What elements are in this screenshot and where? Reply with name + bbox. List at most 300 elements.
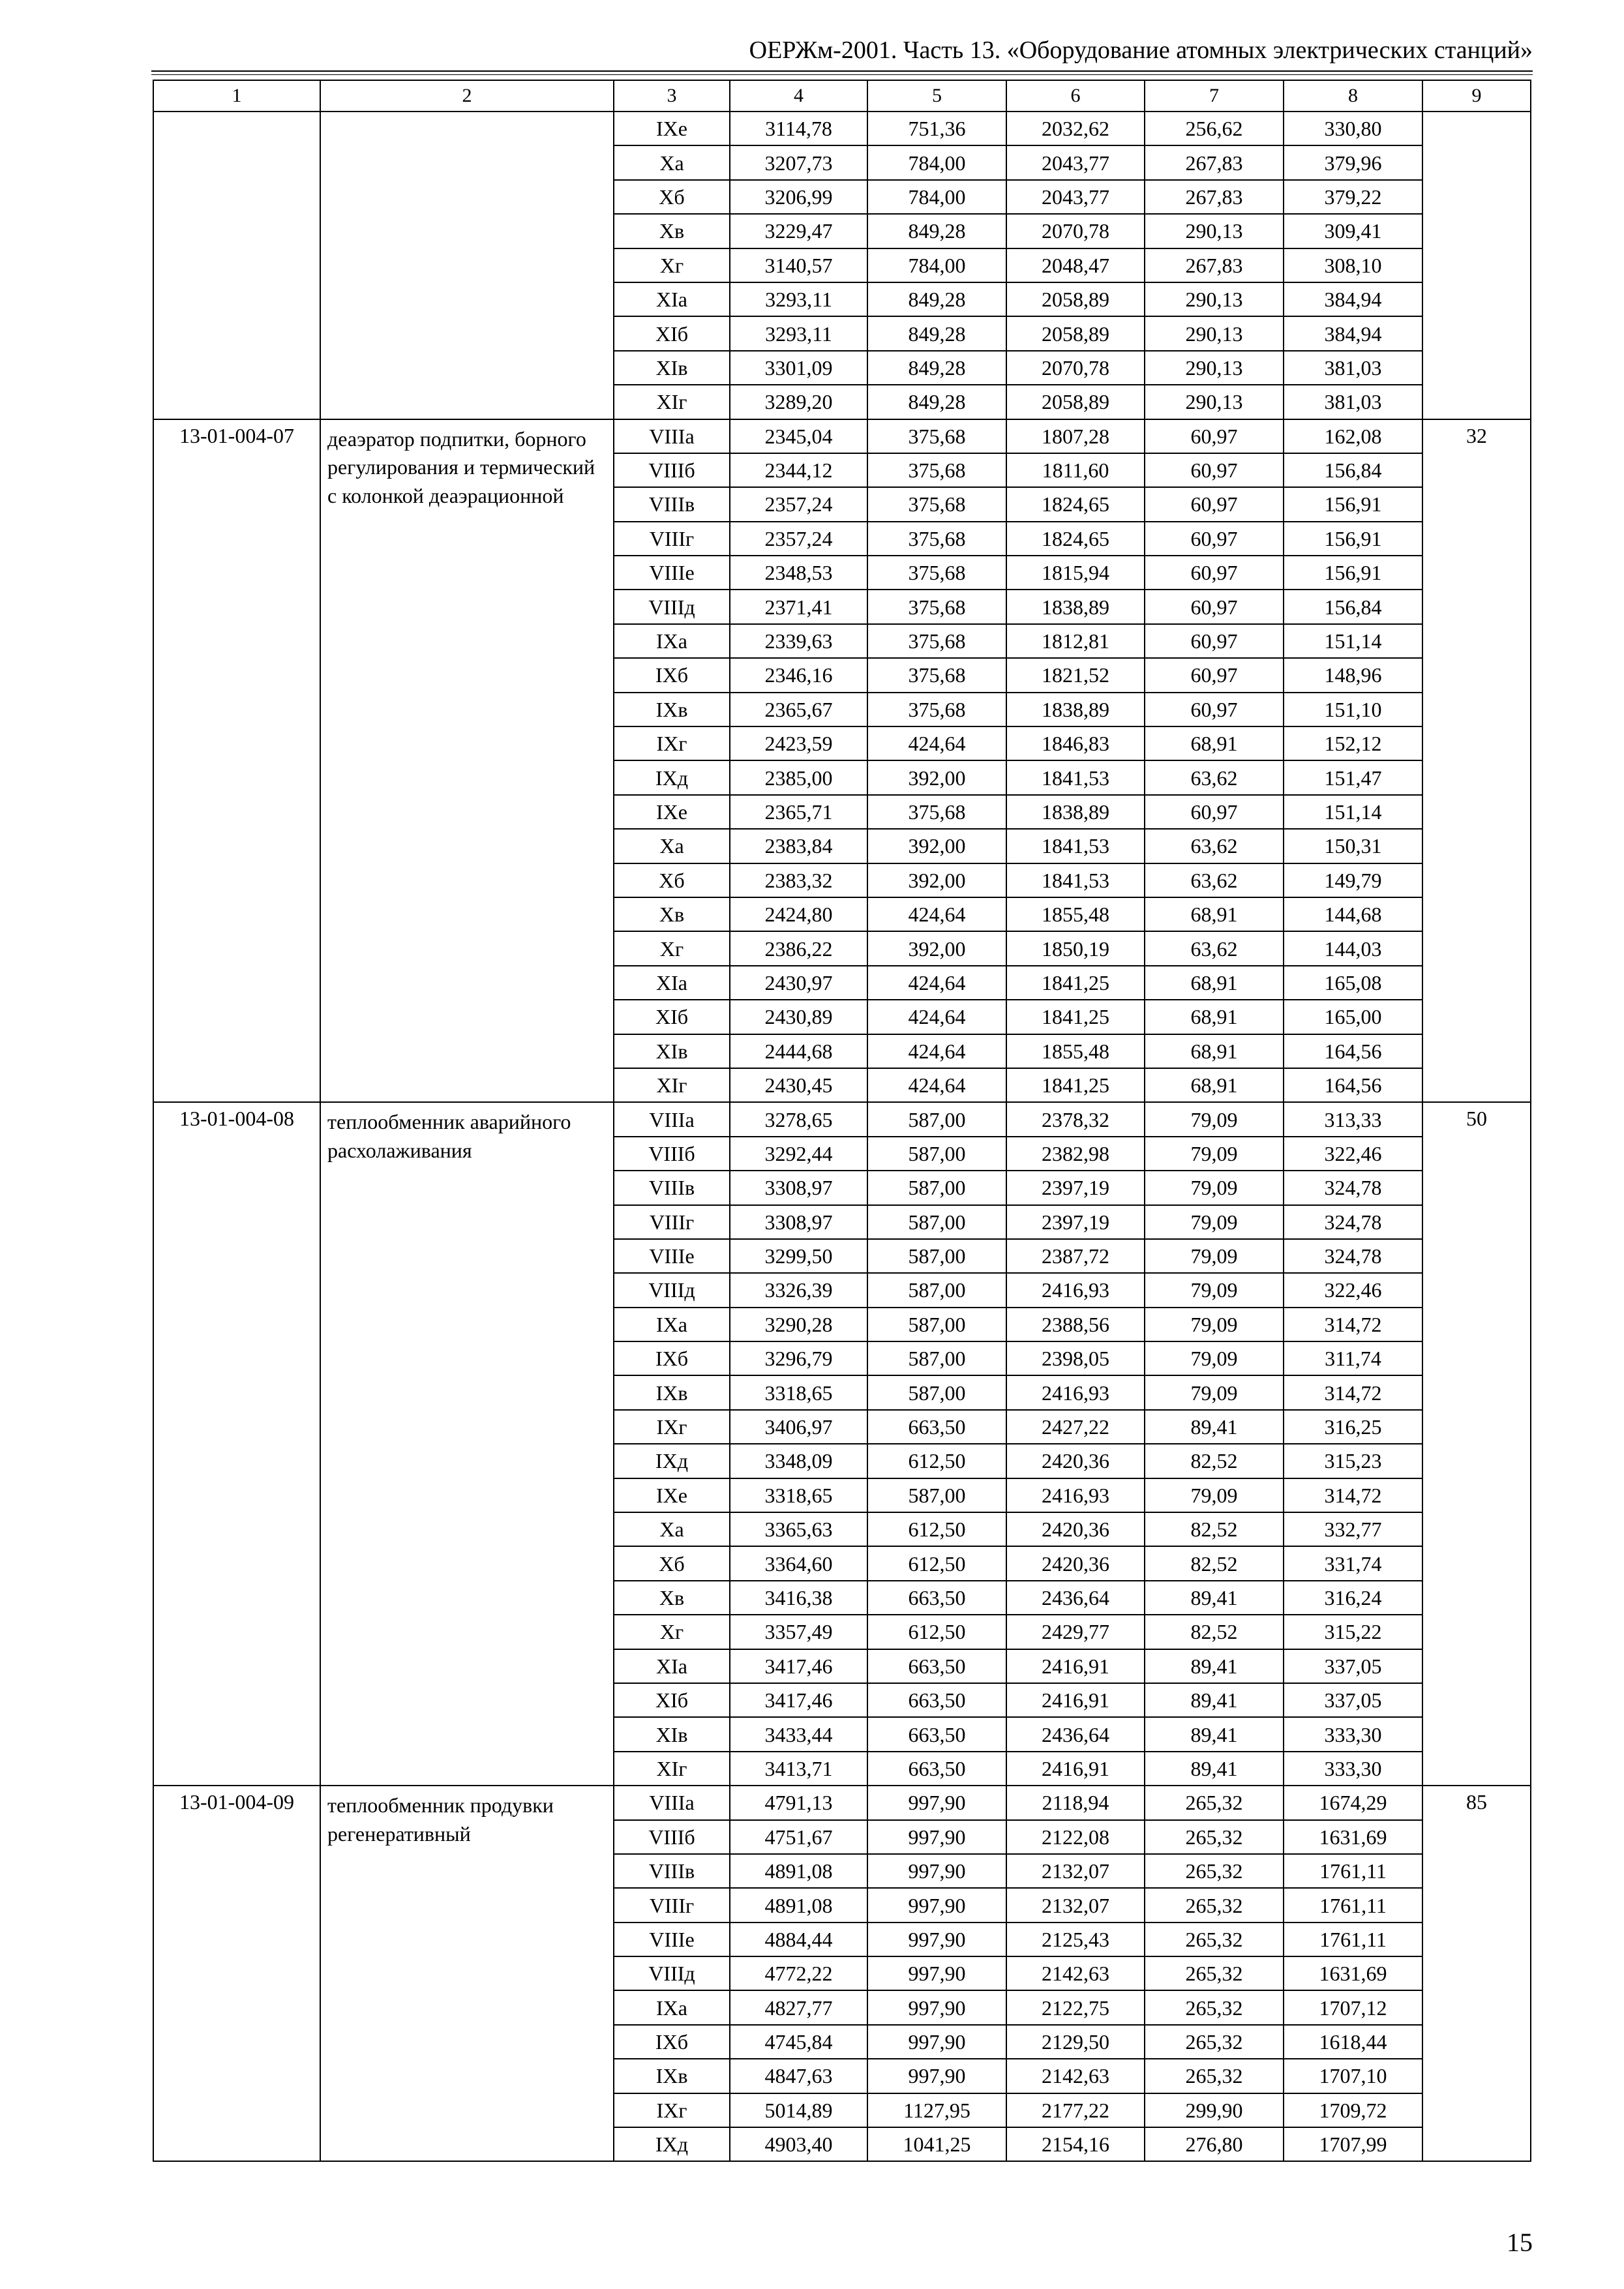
materials-cell: 165,08 xyxy=(1284,966,1422,1000)
machines-cell: 2387,72 xyxy=(1006,1239,1145,1273)
wages-cell: 587,00 xyxy=(867,1273,1006,1307)
wages-cell: 424,64 xyxy=(867,726,1006,760)
total-cost-cell: 2424,80 xyxy=(730,897,867,931)
zone-cell: IXе xyxy=(614,1478,730,1512)
zone-cell: XIа xyxy=(614,1649,730,1683)
machines-cell: 2436,64 xyxy=(1006,1717,1145,1751)
zone-cell: XIг xyxy=(614,1752,730,1786)
machines-cell: 2058,89 xyxy=(1006,282,1145,316)
total-cost-cell: 3140,57 xyxy=(730,248,867,282)
machinist-wages-cell: 82,52 xyxy=(1145,1444,1284,1478)
machinist-wages-cell: 63,62 xyxy=(1145,760,1284,794)
table-body xyxy=(153,80,1531,2161)
column-number: 1 xyxy=(153,80,320,112)
total-cost-cell: 2383,84 xyxy=(730,829,867,863)
materials-cell: 331,74 xyxy=(1284,1546,1422,1580)
machines-cell: 1815,94 xyxy=(1006,556,1145,590)
equipment-name-cell: деаэратор подпитки, борного регулирования и термический с колонкой деаэрационной xyxy=(320,419,614,1103)
total-cost-cell: 4847,63 xyxy=(730,2059,867,2093)
wages-cell: 849,28 xyxy=(867,214,1006,248)
total-cost-cell: 4891,08 xyxy=(730,1888,867,1922)
materials-cell: 314,72 xyxy=(1284,1478,1422,1512)
zone-cell: XIа xyxy=(614,966,730,1000)
total-cost-cell: 2386,22 xyxy=(730,931,867,965)
materials-cell: 1761,11 xyxy=(1284,1888,1422,1922)
machinist-wages-cell: 89,41 xyxy=(1145,1649,1284,1683)
total-cost-cell: 2345,04 xyxy=(730,419,867,453)
zone-cell: Xб xyxy=(614,863,730,897)
wages-cell: 997,90 xyxy=(867,1854,1006,1888)
wages-cell: 392,00 xyxy=(867,863,1006,897)
zone-cell: VIIIб xyxy=(614,453,730,487)
machinist-wages-cell: 60,97 xyxy=(1145,795,1284,829)
wages-cell: 784,00 xyxy=(867,145,1006,179)
machinist-wages-cell: 68,91 xyxy=(1145,966,1284,1000)
machines-cell: 2058,89 xyxy=(1006,316,1145,350)
machines-cell: 1812,81 xyxy=(1006,624,1145,658)
wages-cell: 392,00 xyxy=(867,829,1006,863)
machines-cell: 2154,16 xyxy=(1006,2127,1145,2161)
total-cost-cell: 3417,46 xyxy=(730,1683,867,1717)
machines-cell: 2378,32 xyxy=(1006,1102,1145,1136)
page-number: 15 xyxy=(1507,2228,1533,2257)
zone-cell: Xг xyxy=(614,931,730,965)
total-cost-cell: 3296,79 xyxy=(730,1341,867,1375)
machines-cell: 2416,91 xyxy=(1006,1649,1145,1683)
machines-cell: 1811,60 xyxy=(1006,453,1145,487)
machines-cell: 2397,19 xyxy=(1006,1171,1145,1204)
machines-cell: 2388,56 xyxy=(1006,1308,1145,1341)
machinist-wages-cell: 60,97 xyxy=(1145,556,1284,590)
machines-cell: 1855,48 xyxy=(1006,897,1145,931)
wages-cell: 587,00 xyxy=(867,1205,1006,1239)
wages-cell: 587,00 xyxy=(867,1478,1006,1512)
wages-cell: 784,00 xyxy=(867,180,1006,214)
machines-cell: 2420,36 xyxy=(1006,1444,1145,1478)
zone-cell: VIIIв xyxy=(614,487,730,521)
machines-cell: 2420,36 xyxy=(1006,1512,1145,1546)
zone-cell: Xг xyxy=(614,1615,730,1649)
zone-cell: XIв xyxy=(614,1034,730,1068)
total-cost-cell: 4827,77 xyxy=(730,1990,867,2024)
zone-cell: XIг xyxy=(614,385,730,419)
wages-cell: 424,64 xyxy=(867,966,1006,1000)
wages-cell: 587,00 xyxy=(867,1375,1006,1409)
total-cost-cell: 3290,28 xyxy=(730,1308,867,1341)
materials-cell: 314,72 xyxy=(1284,1308,1422,1341)
wages-cell: 849,28 xyxy=(867,316,1006,350)
zone-cell: VIIIа xyxy=(614,1786,730,1819)
materials-cell: 1709,72 xyxy=(1284,2093,1422,2127)
zone-cell: IXв xyxy=(614,693,730,726)
materials-cell: 144,68 xyxy=(1284,897,1422,931)
wages-cell: 997,90 xyxy=(867,1888,1006,1922)
total-cost-cell: 3417,46 xyxy=(730,1649,867,1683)
materials-cell: 315,22 xyxy=(1284,1615,1422,1649)
materials-cell: 324,78 xyxy=(1284,1205,1422,1239)
materials-cell: 1707,10 xyxy=(1284,2059,1422,2093)
total-cost-cell: 2365,67 xyxy=(730,693,867,726)
zone-cell: IXа xyxy=(614,1308,730,1341)
wages-cell: 1127,95 xyxy=(867,2093,1006,2127)
machines-cell: 2125,43 xyxy=(1006,1922,1145,1956)
machinist-wages-cell: 265,32 xyxy=(1145,1888,1284,1922)
wages-cell: 663,50 xyxy=(867,1581,1006,1615)
zone-cell: Xв xyxy=(614,1581,730,1615)
machinist-wages-cell: 79,09 xyxy=(1145,1171,1284,1204)
zone-cell: IXд xyxy=(614,760,730,794)
machinist-wages-cell: 79,09 xyxy=(1145,1273,1284,1307)
machinist-wages-cell: 79,09 xyxy=(1145,1375,1284,1409)
materials-cell: 1707,99 xyxy=(1284,2127,1422,2161)
column-number: 4 xyxy=(730,80,867,112)
total-cost-cell: 2357,24 xyxy=(730,487,867,521)
total-cost-cell: 3433,44 xyxy=(730,1717,867,1751)
machines-cell: 2436,64 xyxy=(1006,1581,1145,1615)
zone-cell: VIIIд xyxy=(614,1956,730,1990)
zone-cell: VIIIа xyxy=(614,1102,730,1136)
wages-cell: 375,68 xyxy=(867,658,1006,692)
machines-cell: 2043,77 xyxy=(1006,180,1145,214)
column-9-cell: 32 xyxy=(1422,419,1531,1103)
wages-cell: 663,50 xyxy=(867,1683,1006,1717)
machines-cell: 2129,50 xyxy=(1006,2025,1145,2059)
wages-cell: 392,00 xyxy=(867,760,1006,794)
total-cost-cell: 4791,13 xyxy=(730,1786,867,1819)
wages-cell: 997,90 xyxy=(867,2059,1006,2093)
materials-cell: 314,72 xyxy=(1284,1375,1422,1409)
machinist-wages-cell: 79,09 xyxy=(1145,1205,1284,1239)
total-cost-cell: 3416,38 xyxy=(730,1581,867,1615)
zone-cell: Xб xyxy=(614,1546,730,1580)
machinist-wages-cell: 79,09 xyxy=(1145,1102,1284,1136)
machinist-wages-cell: 68,91 xyxy=(1145,1000,1284,1034)
machinist-wages-cell: 82,52 xyxy=(1145,1546,1284,1580)
materials-cell: 316,25 xyxy=(1284,1410,1422,1444)
zone-cell: IXб xyxy=(614,2025,730,2059)
zone-cell: XIа xyxy=(614,282,730,316)
zone-cell: IXе xyxy=(614,795,730,829)
machinist-wages-cell: 256,62 xyxy=(1145,112,1284,145)
machinist-wages-cell: 290,13 xyxy=(1145,351,1284,385)
table-row xyxy=(153,112,1531,145)
materials-cell: 324,78 xyxy=(1284,1239,1422,1273)
materials-cell: 149,79 xyxy=(1284,863,1422,897)
materials-cell: 322,46 xyxy=(1284,1137,1422,1171)
wages-cell: 587,00 xyxy=(867,1308,1006,1341)
machinist-wages-cell: 276,80 xyxy=(1145,2127,1284,2161)
machines-cell: 1846,83 xyxy=(1006,726,1145,760)
total-cost-cell: 3357,49 xyxy=(730,1615,867,1649)
wages-cell: 375,68 xyxy=(867,453,1006,487)
machines-cell: 2132,07 xyxy=(1006,1854,1145,1888)
total-cost-cell: 2430,89 xyxy=(730,1000,867,1034)
column-9-cell xyxy=(1422,112,1531,419)
machinist-wages-cell: 89,41 xyxy=(1145,1581,1284,1615)
machinist-wages-cell: 63,62 xyxy=(1145,931,1284,965)
total-cost-cell: 2371,41 xyxy=(730,590,867,623)
machines-cell: 2043,77 xyxy=(1006,145,1145,179)
materials-cell: 379,96 xyxy=(1284,145,1422,179)
total-cost-cell: 4903,40 xyxy=(730,2127,867,2161)
machinist-wages-cell: 290,13 xyxy=(1145,214,1284,248)
header-rule-thin xyxy=(151,74,1533,75)
materials-cell: 309,41 xyxy=(1284,214,1422,248)
machinist-wages-cell: 267,83 xyxy=(1145,248,1284,282)
zone-cell: Xг xyxy=(614,248,730,282)
total-cost-cell: 3293,11 xyxy=(730,316,867,350)
machines-cell: 1824,65 xyxy=(1006,522,1145,556)
wages-cell: 375,68 xyxy=(867,419,1006,453)
machinist-wages-cell: 60,97 xyxy=(1145,453,1284,487)
total-cost-cell: 2348,53 xyxy=(730,556,867,590)
materials-cell: 150,31 xyxy=(1284,829,1422,863)
materials-cell: 1761,11 xyxy=(1284,1854,1422,1888)
machines-cell: 2397,19 xyxy=(1006,1205,1145,1239)
total-cost-cell: 2339,63 xyxy=(730,624,867,658)
machines-cell: 1841,53 xyxy=(1006,829,1145,863)
materials-cell: 333,30 xyxy=(1284,1752,1422,1786)
total-cost-cell: 3207,73 xyxy=(730,145,867,179)
machinist-wages-cell: 68,91 xyxy=(1145,1034,1284,1068)
machinist-wages-cell: 265,32 xyxy=(1145,1922,1284,1956)
materials-cell: 311,74 xyxy=(1284,1341,1422,1375)
machines-cell: 2427,22 xyxy=(1006,1410,1145,1444)
materials-cell: 330,80 xyxy=(1284,112,1422,145)
wages-cell: 375,68 xyxy=(867,556,1006,590)
total-cost-cell: 2444,68 xyxy=(730,1034,867,1068)
machinist-wages-cell: 267,83 xyxy=(1145,180,1284,214)
zone-cell: IXв xyxy=(614,2059,730,2093)
wages-cell: 424,64 xyxy=(867,1034,1006,1068)
zone-cell: XIб xyxy=(614,1000,730,1034)
wages-cell: 375,68 xyxy=(867,590,1006,623)
table-row xyxy=(153,419,1531,453)
materials-cell: 324,78 xyxy=(1284,1171,1422,1204)
machinist-wages-cell: 60,97 xyxy=(1145,624,1284,658)
machinist-wages-cell: 60,97 xyxy=(1145,693,1284,726)
wages-cell: 849,28 xyxy=(867,385,1006,419)
zone-cell: VIIIе xyxy=(614,1239,730,1273)
materials-cell: 337,05 xyxy=(1284,1649,1422,1683)
wages-cell: 587,00 xyxy=(867,1102,1006,1136)
wages-cell: 849,28 xyxy=(867,282,1006,316)
zone-cell: IXб xyxy=(614,658,730,692)
machinist-wages-cell: 79,09 xyxy=(1145,1137,1284,1171)
zone-cell: Xа xyxy=(614,1512,730,1546)
machines-cell: 2070,78 xyxy=(1006,214,1145,248)
machines-cell: 1841,53 xyxy=(1006,863,1145,897)
machines-cell: 2177,22 xyxy=(1006,2093,1145,2127)
machinist-wages-cell: 82,52 xyxy=(1145,1615,1284,1649)
wages-cell: 663,50 xyxy=(867,1752,1006,1786)
wages-cell: 375,68 xyxy=(867,624,1006,658)
machinist-wages-cell: 299,90 xyxy=(1145,2093,1284,2127)
column-number: 9 xyxy=(1422,80,1531,112)
wages-cell: 997,90 xyxy=(867,1786,1006,1819)
machines-cell: 2382,98 xyxy=(1006,1137,1145,1171)
machinist-wages-cell: 290,13 xyxy=(1145,385,1284,419)
total-cost-cell: 2430,97 xyxy=(730,966,867,1000)
wages-cell: 587,00 xyxy=(867,1171,1006,1204)
total-cost-cell: 3114,78 xyxy=(730,112,867,145)
materials-cell: 308,10 xyxy=(1284,248,1422,282)
wages-cell: 375,68 xyxy=(867,487,1006,521)
zone-cell: VIIIе xyxy=(614,1922,730,1956)
wages-cell: 587,00 xyxy=(867,1239,1006,1273)
total-cost-cell: 2423,59 xyxy=(730,726,867,760)
machinist-wages-cell: 89,41 xyxy=(1145,1683,1284,1717)
zone-cell: IXг xyxy=(614,1410,730,1444)
column-9-cell: 85 xyxy=(1422,1786,1531,2161)
zone-cell: Xв xyxy=(614,214,730,248)
machinist-wages-cell: 79,09 xyxy=(1145,1478,1284,1512)
norm-code-cell: 13-01-004-07 xyxy=(153,419,320,1103)
machinist-wages-cell: 60,97 xyxy=(1145,658,1284,692)
materials-cell: 151,14 xyxy=(1284,624,1422,658)
wages-cell: 375,68 xyxy=(867,693,1006,726)
total-cost-cell: 4884,44 xyxy=(730,1922,867,1956)
materials-cell: 156,84 xyxy=(1284,453,1422,487)
machinist-wages-cell: 60,97 xyxy=(1145,419,1284,453)
column-9-cell: 50 xyxy=(1422,1102,1531,1786)
zone-cell: XIв xyxy=(614,351,730,385)
materials-cell: 164,56 xyxy=(1284,1068,1422,1102)
wages-cell: 751,36 xyxy=(867,112,1006,145)
machines-cell: 1841,25 xyxy=(1006,1000,1145,1034)
materials-cell: 381,03 xyxy=(1284,351,1422,385)
materials-cell: 152,12 xyxy=(1284,726,1422,760)
total-cost-cell: 2346,16 xyxy=(730,658,867,692)
machinist-wages-cell: 82,52 xyxy=(1145,1512,1284,1546)
machines-cell: 1838,89 xyxy=(1006,693,1145,726)
machines-cell: 2070,78 xyxy=(1006,351,1145,385)
machines-cell: 2416,93 xyxy=(1006,1478,1145,1512)
total-cost-cell: 3406,97 xyxy=(730,1410,867,1444)
wages-cell: 587,00 xyxy=(867,1341,1006,1375)
machines-cell: 1807,28 xyxy=(1006,419,1145,453)
wages-cell: 997,90 xyxy=(867,1990,1006,2024)
total-cost-cell: 4772,22 xyxy=(730,1956,867,1990)
machinist-wages-cell: 63,62 xyxy=(1145,863,1284,897)
machines-cell: 1855,48 xyxy=(1006,1034,1145,1068)
machines-cell: 2142,63 xyxy=(1006,2059,1145,2093)
wages-cell: 612,50 xyxy=(867,1444,1006,1478)
wages-cell: 997,90 xyxy=(867,1820,1006,1854)
machines-cell: 2416,93 xyxy=(1006,1273,1145,1307)
wages-cell: 663,50 xyxy=(867,1410,1006,1444)
norm-code-cell xyxy=(153,112,320,419)
materials-cell: 322,46 xyxy=(1284,1273,1422,1307)
total-cost-cell: 2385,00 xyxy=(730,760,867,794)
machines-cell: 1850,19 xyxy=(1006,931,1145,965)
zone-cell: IXг xyxy=(614,726,730,760)
machinist-wages-cell: 68,91 xyxy=(1145,1068,1284,1102)
machinist-wages-cell: 265,32 xyxy=(1145,1956,1284,1990)
materials-cell: 333,30 xyxy=(1284,1717,1422,1751)
zone-cell: Xа xyxy=(614,829,730,863)
zone-cell: VIIIд xyxy=(614,590,730,623)
wages-cell: 424,64 xyxy=(867,1068,1006,1102)
wages-cell: 424,64 xyxy=(867,897,1006,931)
machinist-wages-cell: 267,83 xyxy=(1145,145,1284,179)
equipment-name-cell xyxy=(320,112,614,419)
total-cost-cell: 3318,65 xyxy=(730,1375,867,1409)
zone-cell: IXд xyxy=(614,1444,730,1478)
machinist-wages-cell: 265,32 xyxy=(1145,1820,1284,1854)
materials-cell: 1631,69 xyxy=(1284,1820,1422,1854)
zone-cell: XIв xyxy=(614,1717,730,1751)
total-cost-cell: 4745,84 xyxy=(730,2025,867,2059)
materials-cell: 316,24 xyxy=(1284,1581,1422,1615)
total-cost-cell: 3293,11 xyxy=(730,282,867,316)
materials-cell: 384,94 xyxy=(1284,316,1422,350)
zone-cell: IXа xyxy=(614,624,730,658)
wages-cell: 663,50 xyxy=(867,1649,1006,1683)
zone-cell: IXд xyxy=(614,2127,730,2161)
zone-cell: VIIIб xyxy=(614,1820,730,1854)
machinist-wages-cell: 60,97 xyxy=(1145,522,1284,556)
materials-cell: 165,00 xyxy=(1284,1000,1422,1034)
header-rule xyxy=(151,70,1533,72)
zone-cell: VIIIд xyxy=(614,1273,730,1307)
machinist-wages-cell: 68,91 xyxy=(1145,726,1284,760)
machinist-wages-cell: 265,32 xyxy=(1145,1854,1284,1888)
total-cost-cell: 3289,20 xyxy=(730,385,867,419)
norm-code-cell: 13-01-004-09 xyxy=(153,1786,320,2161)
total-cost-cell: 3206,99 xyxy=(730,180,867,214)
total-cost-cell: 2344,12 xyxy=(730,453,867,487)
wages-cell: 375,68 xyxy=(867,522,1006,556)
machines-cell: 1841,25 xyxy=(1006,1068,1145,1102)
materials-cell: 151,47 xyxy=(1284,760,1422,794)
machines-cell: 2416,93 xyxy=(1006,1375,1145,1409)
machines-cell: 1838,89 xyxy=(1006,590,1145,623)
machinist-wages-cell: 79,09 xyxy=(1145,1308,1284,1341)
machinist-wages-cell: 290,13 xyxy=(1145,316,1284,350)
total-cost-cell: 3299,50 xyxy=(730,1239,867,1273)
zone-cell: VIIIа xyxy=(614,419,730,453)
total-cost-cell: 2365,71 xyxy=(730,795,867,829)
machines-cell: 1838,89 xyxy=(1006,795,1145,829)
machinist-wages-cell: 265,32 xyxy=(1145,2025,1284,2059)
materials-cell: 144,03 xyxy=(1284,931,1422,965)
machines-cell: 2398,05 xyxy=(1006,1341,1145,1375)
materials-cell: 156,91 xyxy=(1284,556,1422,590)
column-number: 2 xyxy=(320,80,614,112)
total-cost-cell: 5014,89 xyxy=(730,2093,867,2127)
machines-cell: 2416,91 xyxy=(1006,1683,1145,1717)
equipment-name-cell: теплообменник продувки регенеративный xyxy=(320,1786,614,2161)
total-cost-cell: 3348,09 xyxy=(730,1444,867,1478)
machinist-wages-cell: 68,91 xyxy=(1145,897,1284,931)
machines-cell: 2032,62 xyxy=(1006,112,1145,145)
materials-cell: 148,96 xyxy=(1284,658,1422,692)
total-cost-cell: 3229,47 xyxy=(730,214,867,248)
zone-cell: Xб xyxy=(614,180,730,214)
zone-cell: IXб xyxy=(614,1341,730,1375)
column-number: 8 xyxy=(1284,80,1422,112)
machines-cell: 2122,08 xyxy=(1006,1820,1145,1854)
wages-cell: 612,50 xyxy=(867,1615,1006,1649)
machines-cell: 2420,36 xyxy=(1006,1546,1145,1580)
machinist-wages-cell: 79,09 xyxy=(1145,1341,1284,1375)
materials-cell: 1618,44 xyxy=(1284,2025,1422,2059)
machinist-wages-cell: 265,32 xyxy=(1145,1990,1284,2024)
machinist-wages-cell: 89,41 xyxy=(1145,1410,1284,1444)
machinist-wages-cell: 60,97 xyxy=(1145,487,1284,521)
norm-code-cell: 13-01-004-08 xyxy=(153,1102,320,1786)
